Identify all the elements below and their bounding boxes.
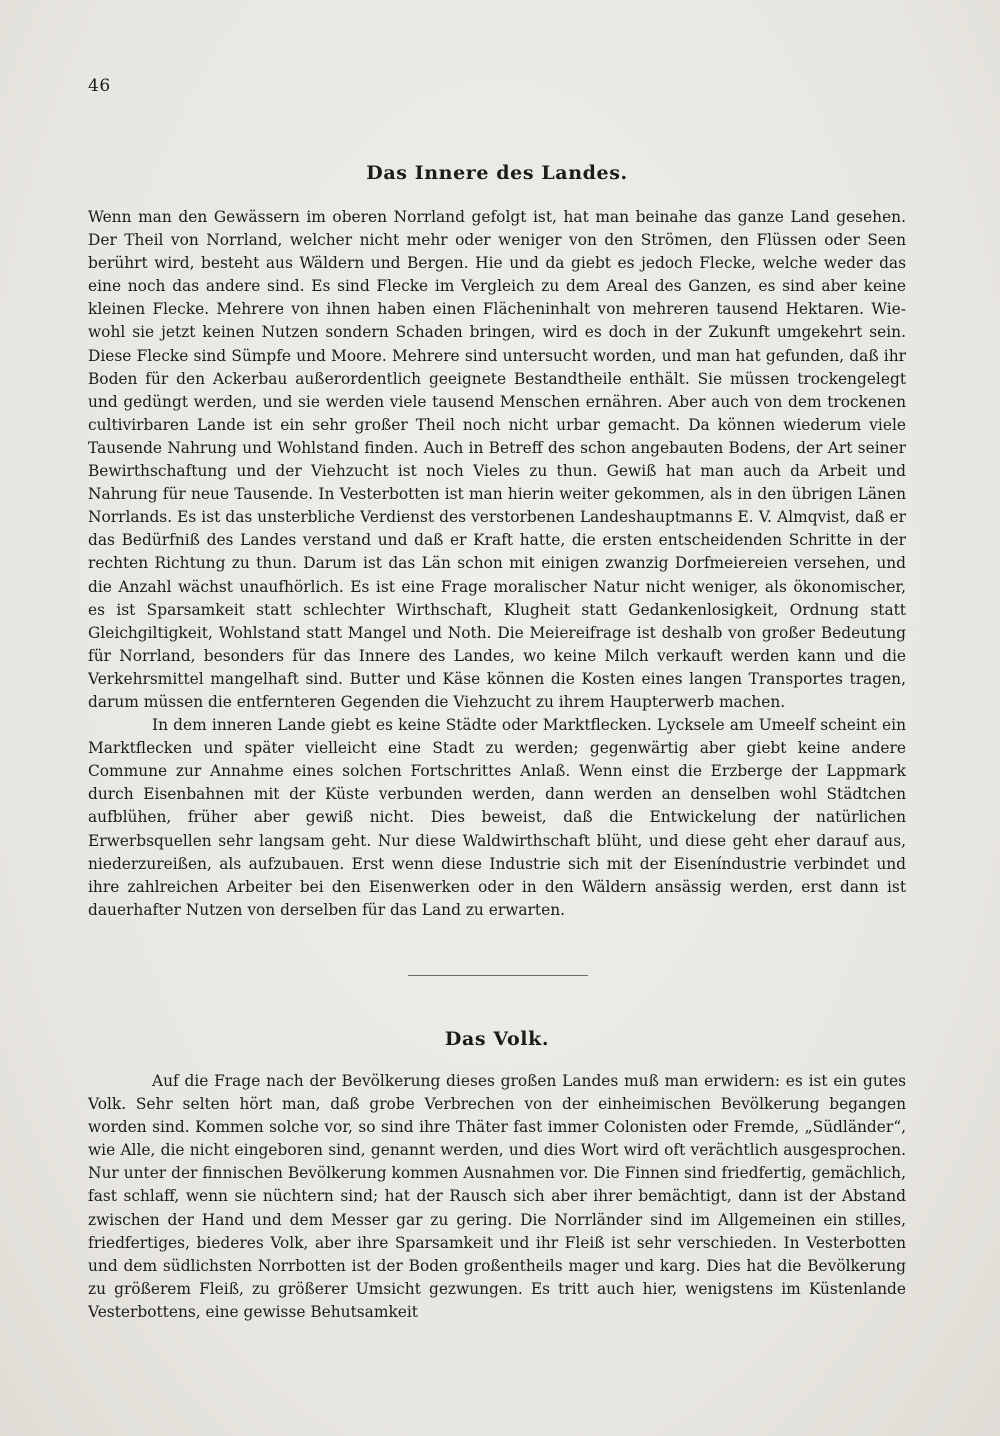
section-divider [408,975,588,976]
page-number: 46 [88,76,111,96]
section-people [88,1024,906,1324]
paragraph: Wenn man den Gewässern im oberen Norrland gefolgt ist, hat man beinahe das ganze Land gesehen. Der Theil von Norrland, welcher nicht mehr oder weniger von den Strömen, den Flüssen oder Seen berührt wird, besteht aus Wäldern und Bergen. Hie und da giebt es jedoch Flecke, welche weder das eine noch das andere sind. Es sind Flecke im Vergleich zu dem Areal des Ganzen, es sind aber keine kleinen Flecke. Mehrere von ihnen haben einen Flächeninhalt von mehreren tausend Hektaren. Wie-wohl sie jetzt keinen Nutzen sondern Schaden bringen, wird es doch in der Zukunft umgekehrt sein. Diese Flecke sind Sümpfe und Moore. Mehrere sind untersucht worden, und man hat gefunden, daß ihr Boden für den Ackerbau außerordentlich geeignete Bestandtheile enthält. Sie müssen trockengelegt und gedüngt werden, und sie werden viele tausend Menschen ernähren. Aber auch von dem trockenen cultivirbaren Lande ist ein sehr großer Theil noch nicht urbar gemacht. Da können wiederum viele Tausende Nahrung und Wohlstand finden. Auch in Betreff des schon angebauten Bodens, der Art seiner Bewirthschaftung und der Viehzucht ist noch Vieles zu thun. Gewiß hat man auch da Arbeit und Nahrung für neue Tausende. In Vesterbotten ist man hierin weiter gekommen, als in den übrigen Länen Norrlands. Es ist das unsterbliche Verdienst des verstorbenen Landeshauptmanns E. V. Almqvist, daß er das Bedürfniß des Landes verstand und daß er Kraft hatte, die ersten entscheidenden Schritte in der rechten Richtung zu thun. Darum ist das Län schon mit einigen zwanzig Dorfmeiereien versehen, und die Anzahl wächst unaufhörlich. Es ist eine Frage moralischer Natur nicht weniger, als ökonomischer, es ist Sparsamkeit statt schlechter Wirthschaft, Klugheit statt Gedankenlosigkeit, Ordnung statt Gleichgiltigkeit, Wohlstand statt Mangel und Noth. Die Meiereifrage ist deshalb von großer Bedeutung für Norrland, besonders für das Innere des Landes, wo keine Milch verkauft werden kann und die Verkehrsmittel mangelhaft sind. Butter und Käse können die Kosten eines langen Transportes tragen, darum müssen die entfernteren Gegenden die Viehzucht zu ihrem Haupterwerb machen. [88,208,906,711]
section-title: Das Volk. [444,1028,550,1050]
section-interior [88,158,906,922]
section-title: Das Innere des Landes. [366,162,628,184]
paragraph: In dem inneren Lande giebt es keine Städte oder Marktflecken. Lycksele am Umeelf scheint ein Marktflecken und später vielleicht eine Stadt zu werden; gegenwärtig aber giebt keine andere Commune zur Annahme eines solchen Fortschrittes Anlaß. Wenn einst die Erzberge der Lappmark durch Eisenbahnen mit der Küste verbunden werden, dann werden an denselben wohl Städtchen aufblühen, früher aber gewiß nicht. Dies beweist, daß die Entwickelung der natürlichen Erwerbsquellen sehr langsam geht. Nur diese Waldwirthschaft blüht, und diese geht eher darauf aus, niederzureißen, als aufzubauen. Erst wenn diese Industrie sich mit der Eiseníndustrie verbindet und ihre zahlreichen Arbeiter bei den Eisenwerken oder in den Wäldern ansässig werden, erst dann ist dauerhafter Nutzen von derselben für das Land zu erwarten. [88,716,906,919]
paragraph: Auf die Frage nach der Bevölkerung dieses großen Landes muß man erwidern: es ist ein gutes Volk. Sehr selten hört man, daß grobe Verbrechen von der einheimischen Bevölkerung begangen worden sind. Kommen solche vor, so sind ihre Thäter fast immer Colonisten oder Fremde, „Südländer“, wie Alle, die nicht eingeboren sind, genannt werden, und dies Wort wird oft verächtlich ausgesprochen. Nur unter der finnischen Bevölkerung kommen Ausnahmen vor. Die Finnen sind friedfertig, gemächlich, fast schlaff, wenn sie nüchtern sind; hat der Rausch sich aber ihrer bemächtigt, dann ist der Abstand zwischen der Hand und dem Messer gar zu gering. Die Norrländer sind im Allgemeinen ein stilles, friedfertiges, biederes Volk, aber ihre Sparsamkeit und ihr Fleiß ist sehr verschieden. In Vesterbotten und dem südlichsten Norrbotten ist der Boden großentheils mager und karg. Dies hat die Bevölkerung zu größerem Fleiß, zu größerer Umsicht gezwungen. Es tritt auch hier, wenigstens im Küstenlande Vesterbottens, eine gewisse Behutsamkeit [88,1072,906,1321]
